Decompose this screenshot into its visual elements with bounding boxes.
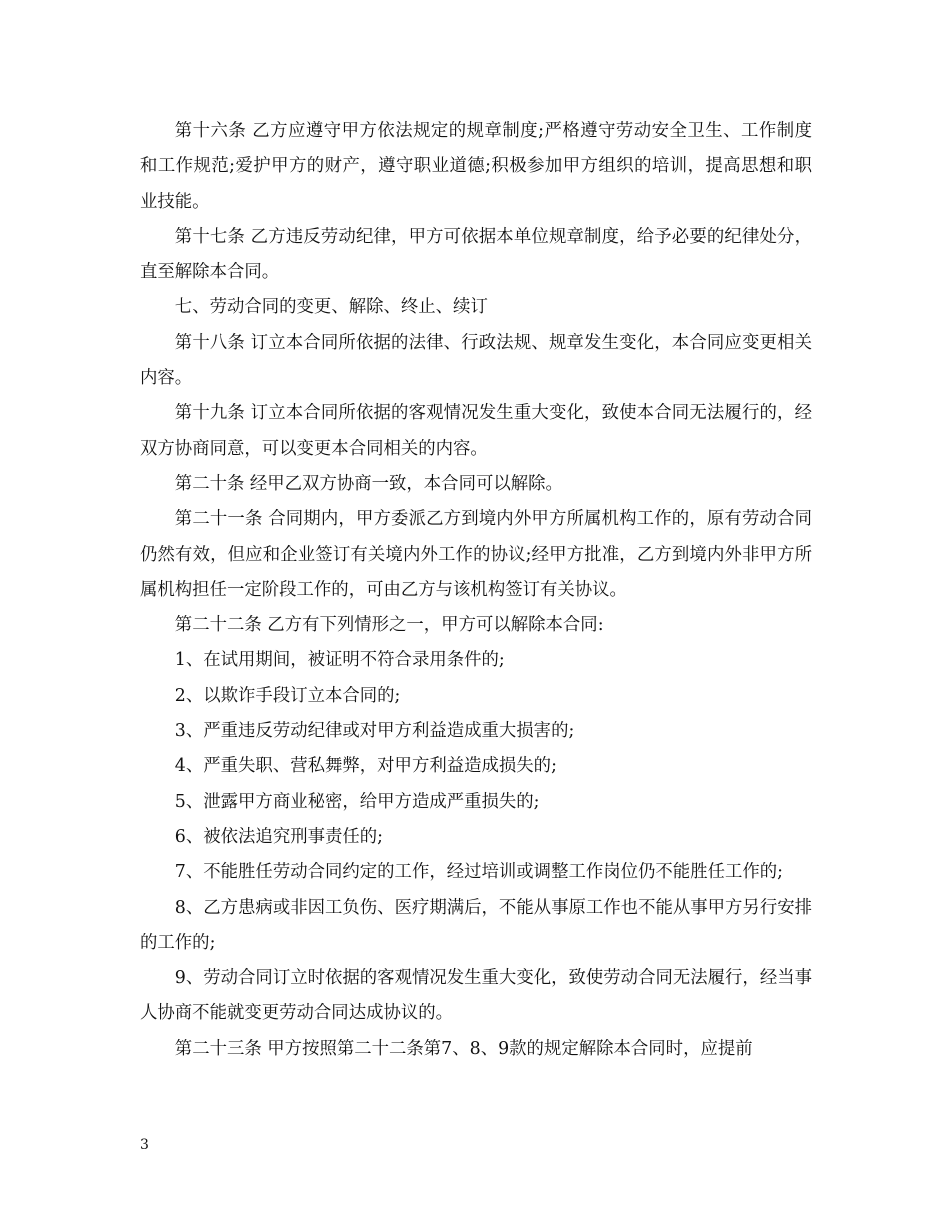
paragraph-article-21: 第二十一条 合同期内，甲方委派乙方到境内外甲方所属机构工作的，原有劳动合同仍然有效，但应和企业签订有关境内外工作的协议;经甲方批准，乙方到境内外非甲方所属机构担任一定阶段工作的，可由乙方与该机构签订有关协议。 [140,509,812,600]
paragraph-article-20: 第二十条 经甲乙双方协商一致，本合同可以解除。 [174,473,563,494]
list-item-6: 6、被依法追究刑事责任的; [174,826,384,847]
list-item-3: 3、严重违反劳动纪律或对甲方利益造成重大损害的; [174,721,575,742]
paragraph-article-23: 第二十三条 甲方按照第二十二条第7、8、9款的规定解除本合同时，应提前 [174,1038,753,1059]
list-item-9: 9、劳动合同订立时依据的客观情况发生重大变化，致使劳动合同无法履行，经当事人协商不能就变更劳动合同达成协议的。 [140,968,812,1024]
paragraph-article-22: 第二十二条 乙方有下列情形之一，甲方可以解除本合同: [174,615,604,636]
list-item-2: 2、以欺诈手段订立本合同的; [174,685,401,706]
list-item-7: 7、不能胜任劳动合同约定的工作，经过培训或调整工作岗位仍不能胜任工作的; [174,862,784,883]
paragraph-article-18: 第十八条 订立本合同所依据的法律、行政法规、规章发生变化，本合同应变更相关内容。 [140,332,812,389]
paragraph-article-16: 第十六条 乙方应遵守甲方依法规定的规章制度;严格遵守劳动安全卫生、工作制度和工作规范;爱护甲方的财产，遵守职业道德;积极参加甲方组织的培训，提高思想和职业技能。 [140,121,812,212]
paragraph-article-17: 第十七条 乙方违反劳动纪律，甲方可依据本单位规章制度，给予必要的纪律处分，直至解除本合同。 [140,226,812,283]
section-heading-7: 七、劳动合同的变更、解除、终止、续订 [174,297,488,318]
paragraph-article-19: 第十九条 订立本合同所依据的客观情况发生重大变化，致使本合同无法履行的，经双方协商同意，可以变更本合同相关的内容。 [140,403,812,459]
list-item-8: 8、乙方患病或非因工负伤、医疗期满后，不能从事原工作也不能从事甲方另行安排的工作的; [140,897,812,953]
page-number: 3 [140,1137,149,1153]
list-item-1: 1、在试用期间，被证明不符合录用条件的; [174,650,505,671]
list-item-4: 4、严重失职、营私舞弊，对甲方利益造成损失的; [174,756,557,777]
document-body [140,114,812,1067]
list-item-5: 5、泄露甲方商业秘密，给甲方造成严重损失的; [174,791,540,812]
